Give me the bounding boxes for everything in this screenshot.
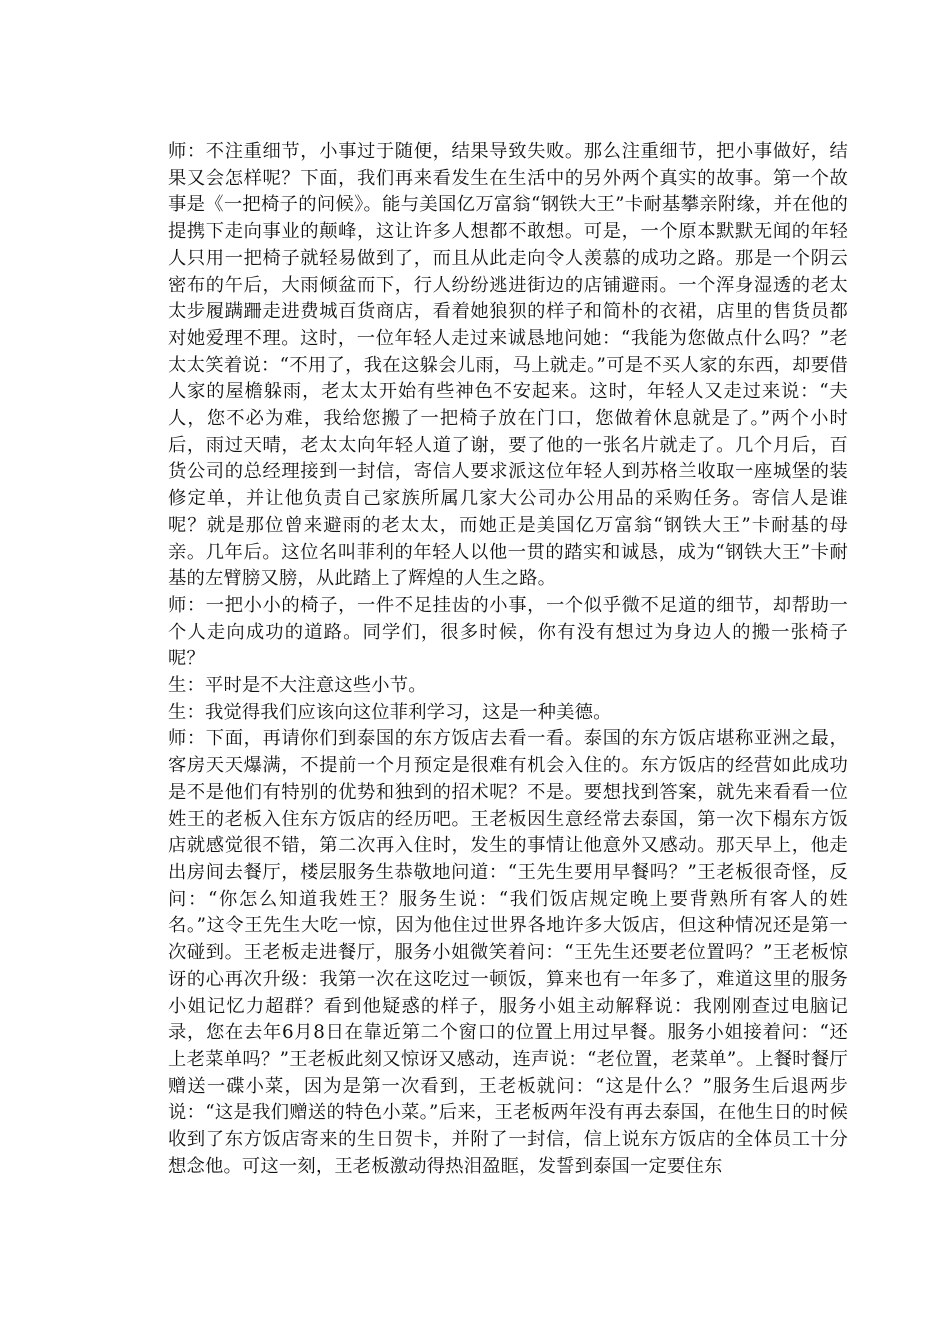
- paragraph-story-chair: 师：不注重细节，小事过于随便，结果导致失败。那么注重细节，把小事做好，结果又会怎样呢？下面，我们再来看发生在生活中的另外两个真实的故事。第一个故事是《一把椅子的问候》。能与美国亿万富翁“钢铁大王”卡耐基攀亲附缘，并在他的提携下走向事业的颠峰，这让许多人想都不敢想。可是，一个原本默默无闻的年轻人只用一把椅子就轻易做到了，而且从此走向令人羡慕的成功之路。那是一个阴云密布的午后，大雨倾盆而下，行人纷纷逃进街边的店铺避雨。一个浑身湿透的老太太步履蹒跚走进费城百货商店，看着她狼狈的样子和简朴的衣裙，店里的售货员都对她爱理不理。这时，一位年轻人走过来诚恳地问她：“我能为您做点什么吗？”老太太笑着说：“不用了，我在这躲会儿雨，马上就走。”可是不买人家的东西，却要借人家的屋檐躲雨，老太太开始有些神色不安起来。这时，年轻人又走过来说：“夫人，您不必为难，我给您搬了一把椅子放在门口，您做着休息就是了。”两个小时后，雨过天晴，老太太向年轻人道了谢，要了他的一张名片就走了。几个月后，百货公司的总经理接到一封信，寄信人要求派这位年轻人到苏格兰收取一座城堡的装修定单，并让他负责自己家族所属几家大公司办公用品的采购任务。寄信人是谁呢？就是那位曾来避雨的老太太，而她正是美国亿万富翁“钢铁大王”卡耐基的母亲。几年后。这位名叫菲利的年轻人以他一贯的踏实和诚恳，成为“钢铁大王”卡耐基的左臂膀又膀，从此踏上了辉煌的人生之路。: [168, 141, 848, 590]
- paragraph-student-reply-1: 生：平时是不大注意这些小节。: [168, 675, 427, 697]
- paragraph-teacher-comment: 师：一把小小的椅子，一件不足挂齿的小事，一个似乎微不足道的细节，却帮助一个人走向成功的道路。同学们，很多时候，你有没有想过为身边人的搬一张椅子呢？: [168, 594, 848, 670]
- paragraph-story-hotel: 师：下面，再请你们到泰国的东方饭店去看一看。泰国的东方饭店堪称亚洲之最，客房天天爆满，不提前一个月预定是很难有机会入住的。东方饭店的经营如此成功是不是他们有特别的优势和独到的招术呢？不是。要想找到答案，就先来看看一位姓王的老板入住东方饭店的经历吧。王老板因生意经常去泰国，第一次下榻东方饭店就感觉很不错，第二次再入住时，发生的事情让他意外又感动。那天早上，他走出房间去餐厅，楼层服务生恭敬地问道：“王先生要用早餐吗？”王老板很奇怪，反问：“你怎么知道我姓王？服务生说：“我们饭店规定晚上要背熟所有客人的姓名。”这令王先生大吃一惊，因为他住过世界各地许多大饭店，但这种情况还是第一次碰到。王老板走进餐厅，服务小姐微笑着问：“王先生还要老位置吗？”王老板惊讶的心再次升级：我第一次在这吃过一顿饭，算来也有一年多了，难道这里的服务小姐记忆力超群？看到他疑惑的样子，服务小姐主动解释说：我刚刚查过电脑记录，您在去年6月8日在靠近第二个窗口的位置上用过早餐。服务小姐接着问：“还上老菜单吗？”王老板此刻又惊讶又感动，连声说：“老位置，老菜单”。上餐时餐厅赠送一碟小菜，因为是第一次看到，王老板就问：“这是什么？”服务生后退两步说：“这是我们赠送的特色小菜。”后来，王老板两年没有再去泰国，在他生日的时候收到了东方饭店寄来的生日贺卡，并附了一封信，信上说东方饭店的全体员工十分想念他。可这一刻，王老板激动得热泪盈眶，发誓到泰国一定要住东: [168, 728, 848, 1177]
- paragraph-student-reply-2: 生：我觉得我们应该向这位菲利学习，这是一种美德。: [168, 701, 612, 723]
- document-page: [168, 139, 848, 1180]
